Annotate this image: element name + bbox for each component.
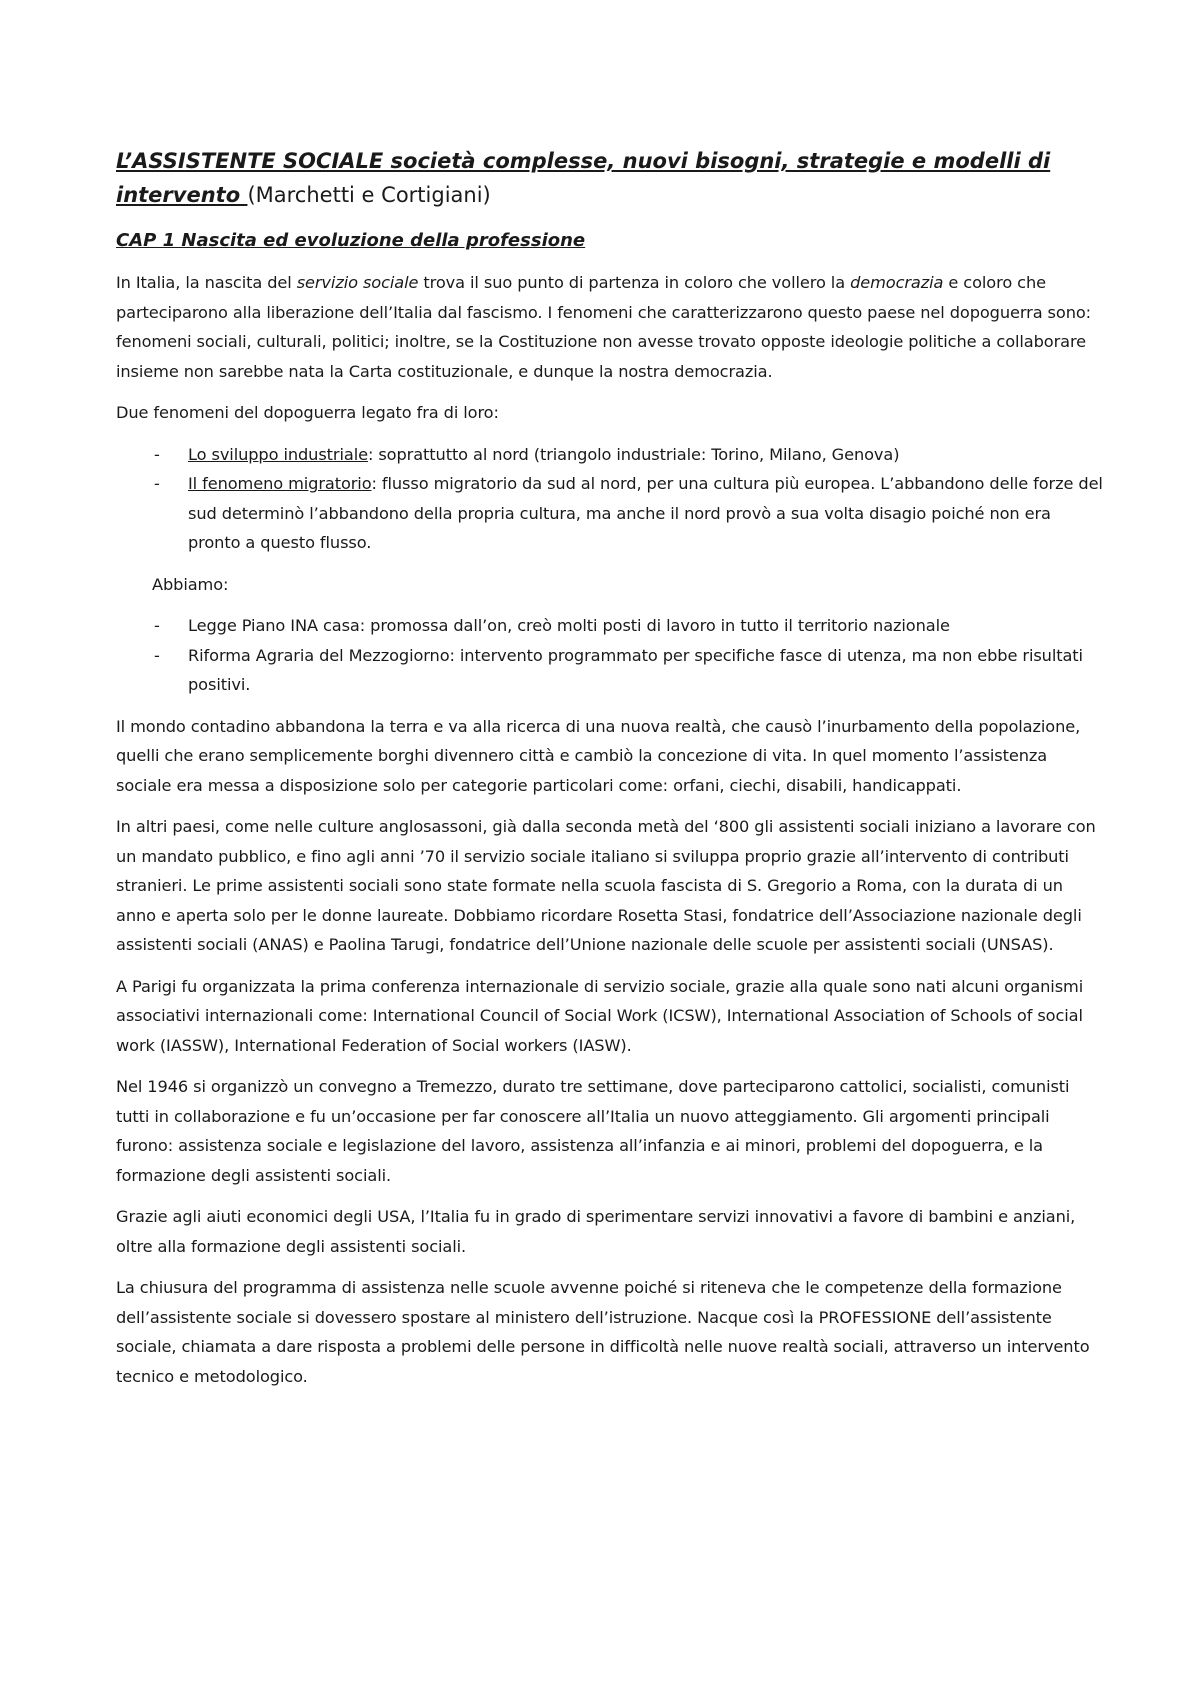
list-fenomeni [116, 440, 1104, 558]
paragraph-intro [116, 268, 1104, 386]
list-text: : soprattutto al nord (triangolo industriale: Torino, Milano, Genova) [367, 444, 900, 464]
list-text: Legge Piano INA casa: promossa dall’on, creò molti posti di lavoro in tutto il territorio nazionale [188, 616, 950, 635]
list-dash: - [154, 616, 160, 635]
list-dash: - [154, 474, 160, 493]
text-span: In Italia, la nascita del [116, 273, 297, 292]
list-term: Il fenomeno migratorio [188, 474, 372, 493]
text-span: trova il suo punto di partenza in coloro che vollero la [418, 273, 851, 292]
paragraph-mondo-contadino: Il mondo contadino abbandona la terra e va alla ricerca di una nuova realtà, che causò l’inurbamento della popolazione, quelli che erano semplicemente borghi divennero città e cambiò la concezione di vita. In quel momento l’assistenza sociale era messa a disposizione solo per categorie particolari come: orfani, ciechi, disabili, handicappati. [116, 716, 1081, 795]
text-span: e coloro che parteciparono alla liberazione dell’Italia dal fascismo. I fenomeni che caratterizzarono questo paese nel dopoguerra sono: fenomeni sociali, culturali, politici; inoltre, se la Costituzione non avesse trovato opposte ideologie politiche a collaborare insieme non sarebbe nata la Carta costituzionale, e dunque la nostra democrazia. [116, 273, 1092, 381]
paragraph-parigi: A Parigi fu organizzata la prima conferenza internazionale di servizio sociale, grazie alla quale sono nati alcuni organismi associativi internazionali come: International Council of Social Work (ICSW), International Association of Schools of social work (IASSW), International Federation of Social workers (IASW). [116, 976, 1084, 1055]
paragraph-altri-paesi: In altri paesi, come nelle culture anglosassoni, già dalla seconda metà del ‘800 gli assistenti sociali iniziano a lavorare con un mandato pubblico, e fino agli anni ’70 il servizio sociale italiano si sviluppa proprio grazie all’intervento di contributi stranieri. Le prime assistenti sociali sono state formate nella scuola fascista di S. Gregorio a Roma, con la durata di un anno e aperta solo per le donne laureate. Dobbiamo ricordare Rosetta Stasi, fondatrice dell’Associazione nazionale degli assistenti sociali (ANAS) e Paolina Tarugi, fondatrice dell’Unione nazionale delle scuole per assistenti sociali (UNSAS). [116, 817, 1096, 954]
list-dash: - [154, 444, 160, 464]
paragraph-abbiamo: Abbiamo: [152, 574, 229, 594]
paragraph-usa: Grazie agli aiuti economici degli USA, l’Italia fu in grado di sperimentare servizi innovativi a favore di bambini e anziani, oltre alla formazione degli assistenti sociali. [116, 1207, 1076, 1256]
list-item [116, 469, 1104, 558]
list-interventi [116, 611, 1104, 700]
emphasis-servizio-sociale: servizio sociale [296, 273, 419, 292]
emphasis-democrazia: democrazia [850, 273, 944, 292]
title-authors: (Marchetti e Cortigiani) [247, 183, 491, 207]
list-text: : flusso migratorio da sud al nord, per una cultura più europea. L’abbandono delle forze del sud determinò l’abbandono della propria cultura, ma anche il nord provò a sua volta disagio poiché non era pronto a questo flusso. [188, 474, 1103, 552]
list-text: Riforma Agraria del Mezzogiorno: intervento programmato per specifiche fasce di utenza, ma non ebbe risultati positivi. [188, 645, 1083, 694]
paragraph-tremezzo: Nel 1946 si organizzò un convegno a Tremezzo, durato tre settimane, dove parteciparono cattolici, socialisti, comunisti tutti in collaborazione e fu un’occasione per far conoscere all’Italia un nuovo atteggiamento. Gli argomenti principali furono: assistenza sociale e legislazione del lavoro, assistenza all’infanzia e ai minori, problemi del dopoguerra, e la formazione degli assistenti sociali. [116, 1077, 1070, 1185]
paragraph-professione: La chiusura del programma di assistenza nelle scuole avvenne poiché si riteneva che le competenze della formazione dell’assistente sociale si dovessero spostare al ministero dell’istruzione. Nacque così la PROFESSIONE dell’assistente sociale, chiamata a dare risposta a problemi delle persone in difficoltà nelle nuove realtà sociali, attraverso un intervento tecnico e metodologico. [116, 1278, 1090, 1386]
title-main: L’ASSISTENTE SOCIALE società complesse, nuovi bisogni, strategie e modelli di intervento [116, 149, 1051, 207]
list-term: Lo sviluppo industriale [188, 444, 368, 464]
chapter-heading: CAP 1 Nascita ed evoluzione della professione [116, 230, 586, 251]
list-item [116, 611, 1104, 641]
document-title [116, 144, 1104, 212]
list-item [116, 440, 1104, 470]
list-item [116, 641, 1104, 700]
paragraph-fenomeni: Due fenomeni del dopoguerra legato fra di loro: [116, 403, 499, 422]
list-dash: - [154, 645, 160, 665]
